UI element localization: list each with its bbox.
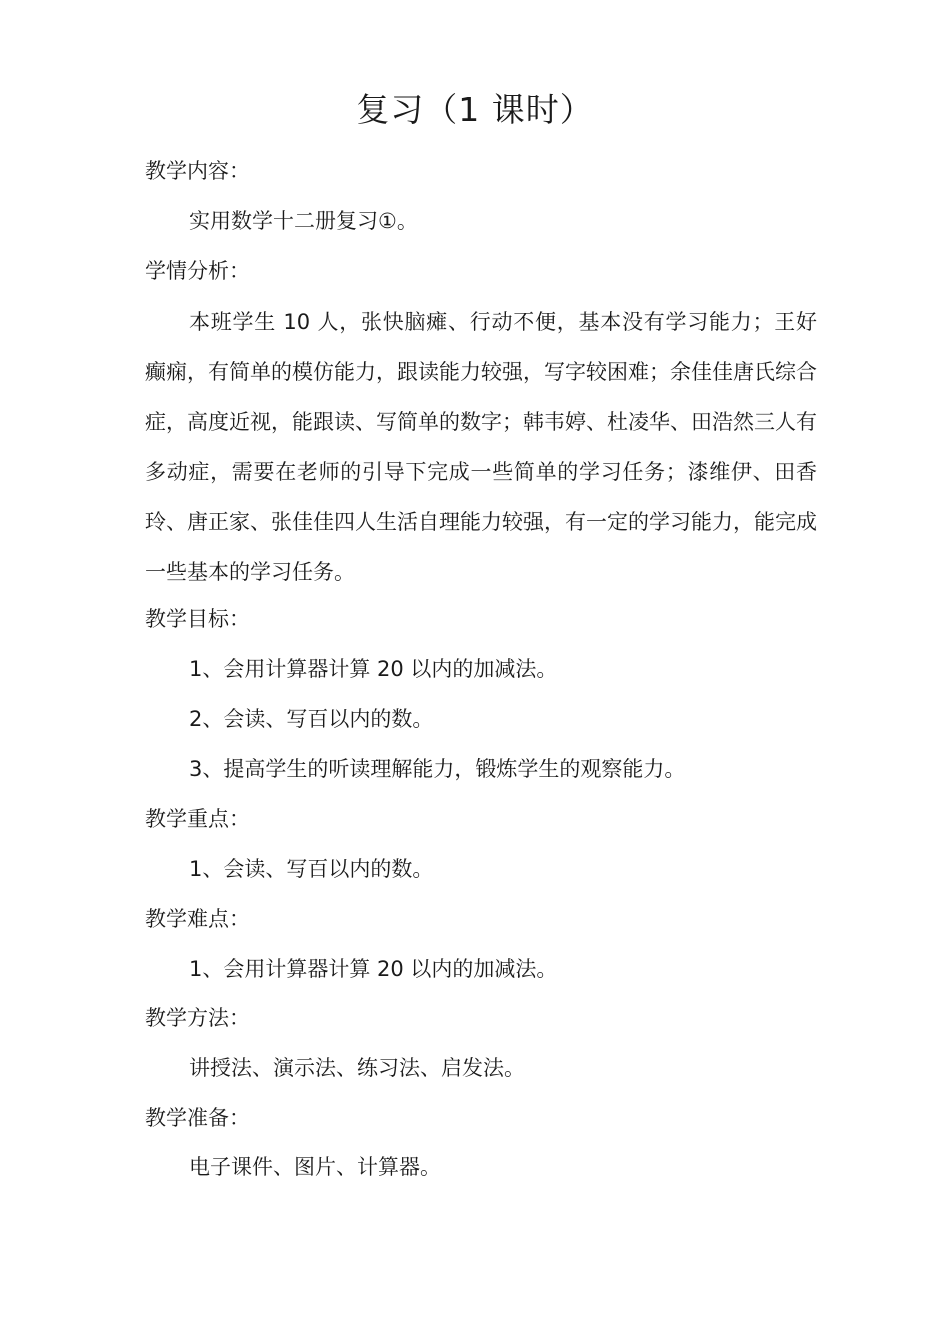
objective-item: 3、提高学生的听读理解能力，锻炼学生的观察能力。	[189, 757, 686, 781]
section-heading-key-points: 教学重点：	[145, 807, 250, 831]
content-item: 实用数学十二册复习①。	[189, 209, 418, 233]
section-heading-analysis: 学情分析：	[145, 259, 250, 283]
analysis-paragraph: 本班学生 10 人，张快脑瘫、行动不便，基本没有学习能力；王好癫痫，有简单的模仿能力，跟读能力较强，写字较困难；余佳佳唐氏综合症，高度近视，能跟读、写简单的数字；韩韦婷、杜凌华、田浩然三人有多动症，需要在老师的引导下完成一些简单的学习任务；漆维伊、田香玲、唐正家、张佳佳四人生活自理能力较强，有一定的学习能力，能完成一些基本的学习任务。	[145, 310, 817, 584]
difficulty-item: 1、会用计算器计算 20 以内的加减法。	[189, 957, 558, 981]
section-heading-difficulties: 教学难点：	[145, 907, 250, 931]
page-title: 复习（1 课时）	[356, 90, 594, 129]
method-item: 讲授法、演示法、练习法、启发法。	[189, 1056, 525, 1080]
objective-item: 2、会读、写百以内的数。	[189, 707, 434, 731]
preparation-item: 电子课件、图片、计算器。	[189, 1155, 441, 1179]
section-heading-methods: 教学方法：	[145, 1006, 250, 1030]
key-point-item: 1、会读、写百以内的数。	[189, 857, 434, 881]
section-heading-objectives: 教学目标：	[145, 607, 250, 631]
objective-item: 1、会用计算器计算 20 以内的加减法。	[189, 657, 558, 681]
section-heading-preparation: 教学准备：	[145, 1106, 250, 1130]
section-heading-content: 教学内容：	[145, 159, 250, 183]
